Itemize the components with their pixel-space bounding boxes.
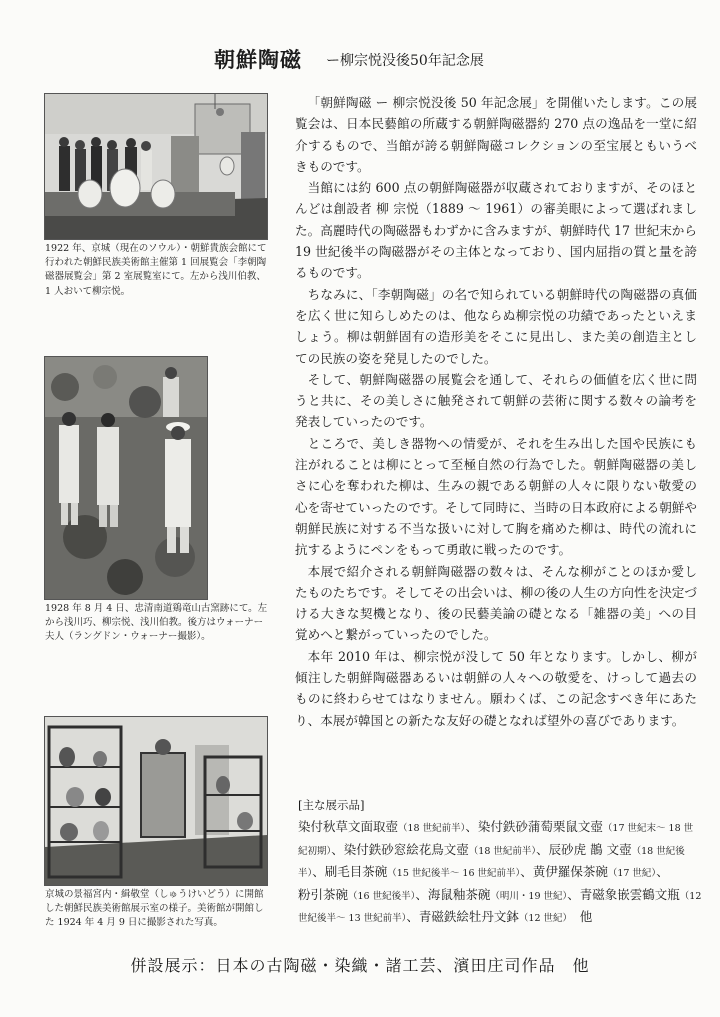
body-paragraph: 当館には約 600 点の朝鮮陶磁器が収蔵されておりますが、そのほとんどは創設者 柳 宗悦（1889 ～ 1961）の審美眼によって選ばれました。高麗時代の陶磁器もわずかに含みますが、朝鮮時代 17 世紀末から 19 世紀後半の陶磁器がその主体となっており、国内屈指の質と量を誇るものです。 bbox=[295, 180, 697, 281]
exhibit-name: 粉引茶碗 bbox=[298, 886, 349, 902]
exhibit-note: （18 世紀前半） bbox=[398, 823, 466, 834]
exhibit-note: （16 世紀後半） bbox=[348, 890, 416, 902]
exhibit-note: （18 世紀前半） bbox=[468, 845, 537, 857]
exhibits-list: 染付秋草文面取壺（18 世紀前半）、染付鉄砂蒲萄栗鼠文壺（17 世紀末～ 18 世紀初期）、染付鉄砂窓絵花鳥文壺（18 世紀前半）、辰砂虎 鵲 文壺（18 世紀後半）、刷毛目茶碗（15 世紀後半～ 16 世紀前半）、黄伊羅保茶碗（17 世紀）、粉引茶碗（16 世紀後半）、海鼠釉茶碗（明川・19 世紀）、青磁象嵌雲鶴文瓶（12 世紀後半～ 13 世紀前半）、青磁鉄絵牡丹文鉢（12 世紀） 他 bbox=[298, 819, 702, 924]
body-text bbox=[295, 92, 697, 731]
exhibits-heading: [主な展示品] bbox=[298, 798, 365, 812]
exhibit-name: 辰砂虎 鵲 文壺 bbox=[548, 841, 632, 857]
body-paragraph: ところで、美しき器物への情愛が、それを生み出した国や民族にも注がれることは柳にとって至極自然の行為でした。朝鮮陶磁器の美しさに心を奪われた柳は、生みの親である朝鮮の人々に限りない敬愛の心を寄せていったのです。そして同時に、当時の日本政府による朝鮮や朝鮮民族に対する不当な扱いに対して胸を痛めた柳は、時代の流れに抗するようにペンをもって勇敢に戦ったのです。 bbox=[295, 435, 697, 558]
photo-caption-1: 1922 年、京城（現在のソウル）・朝鮮貴族会館にて行われた朝鮮民族美術館主催第 1 回展覧会「李朝陶磁器展覧会」第 2 室展覧室にて。左から浅川伯教、1 人おいて柳宗悦。 bbox=[45, 243, 267, 297]
exhibit-note: （18 世紀後半） bbox=[298, 845, 685, 879]
photo-caption-2: 1928 年 8 月 4 日、忠清南道鶏竜山古窯跡にて。左から浅川巧、柳宗悦、浅川伯教。後方はウォーナー夫人（ラングドン・ウォーナー撮影）。 bbox=[45, 603, 268, 643]
page-title: 朝鮮陶磁 bbox=[214, 47, 302, 72]
photo-caption-3: 京城の景福宮内・緝敬堂（しゅうけいどう）に開館した朝鮮民族美術館展示室の様子。美術館が開館した 1924 年 4 月 9 日に撮影された写真。 bbox=[45, 889, 264, 929]
exhibit-name: 海鼠釉茶碗 bbox=[427, 886, 491, 902]
photo-museum-display-1924 bbox=[44, 716, 268, 886]
exhibit-item bbox=[419, 909, 567, 924]
body-paragraph: 本展で紹介される朝鮮陶磁器の数々は、そんな柳がことのほか愛したものたちです。そしてその出会いは、柳の後の人生の方向性を決定づける大きな契機となり、後の民藝美論の礎となる「雑器の美」への目覚めへと繋がっていったのでした。 bbox=[295, 563, 697, 643]
exhibit-name: 刷毛目茶碗 bbox=[324, 864, 388, 879]
body-paragraph: そして、朝鮮陶磁器の展覧会を通して、それらの価値を広く世に問うと共に、その美しさに触発されて朝鮮の芸術に関する数々の論考を発表していったのです。 bbox=[295, 371, 697, 430]
exhibit-note: （17 世紀末～ 18 世紀初期） bbox=[298, 823, 694, 857]
exhibit-item bbox=[298, 887, 415, 902]
exhibit-note: （12 世紀後半～ 13 世紀前半） bbox=[298, 890, 702, 924]
exhibit-note: （明川・19 世紀） bbox=[490, 890, 568, 902]
body-paragraph: 「朝鮮陶磁 ー 柳宗悦没後 50 年記念展」を開催いたします。この展覧会は、日本民藝館の所蔵する朝鮮陶磁器約 270 点の逸品を一堂に紹介するもので、当館が誇る朝鮮陶磁コレクションの至宝展ともいうべきものです。 bbox=[295, 95, 697, 174]
exhibit-name: 染付秋草文面取壺 bbox=[298, 819, 399, 834]
exhibit-note: （15 世紀後半～ 16 世紀前半） bbox=[387, 868, 521, 879]
body-paragraph: 本年 2010 年は、柳宗悦が没して 50 年となります。しかし、柳が傾注した朝鮮陶磁器あるいは朝鮮の人々への敬愛を、けっして過去のものに終わらせてはなりません。願わくば、この記念すべき年にあたり、本展が韓国との新たな友好の礎となれば望外の喜びであります。 bbox=[295, 648, 697, 728]
page-subtitle: ー柳宗悦没後50年記念展 bbox=[326, 53, 484, 69]
photo-kiln-site-1928 bbox=[44, 356, 208, 600]
body-paragraph: ちなみに、「李朝陶磁」の名で知られている朝鮮時代の陶磁器の真価を広く世に知らしめたのは、他ならぬ柳宗悦の功績であったといえましょう。柳は朝鮮固有の造形美をそこに見出し、また美の創造主としての民族の姿を発見したのでした。 bbox=[295, 286, 697, 366]
exhibits-etc: 他 bbox=[579, 909, 593, 924]
exhibit-item bbox=[298, 819, 465, 834]
exhibit-name: 青磁鉄絵牡丹文鉢 bbox=[418, 909, 519, 924]
exhibits-section bbox=[298, 797, 702, 930]
exhibit-name: 黄伊羅保茶碗 bbox=[532, 864, 608, 879]
exhibit-item bbox=[428, 887, 567, 902]
exhibit-item bbox=[533, 864, 656, 879]
footer-note: 併設展示：日本の古陶磁・染織・諸工芸、濱田庄司作品 他 bbox=[130, 956, 590, 975]
exhibit-note: （12 世紀） bbox=[518, 913, 568, 924]
photo-exhibition-room-1922 bbox=[44, 93, 268, 240]
exhibit-name: 青磁象嵌雲鶴文瓶 bbox=[579, 886, 680, 902]
exhibit-item bbox=[344, 842, 536, 857]
exhibit-name: 染付鉄砂蒲萄栗鼠文壺 bbox=[477, 819, 603, 834]
exhibit-item bbox=[325, 864, 521, 879]
exhibit-name: 染付鉄砂窓絵花鳥文壺 bbox=[343, 841, 469, 857]
exhibit-note: （17 世紀） bbox=[607, 868, 657, 879]
title-row bbox=[0, 44, 720, 76]
